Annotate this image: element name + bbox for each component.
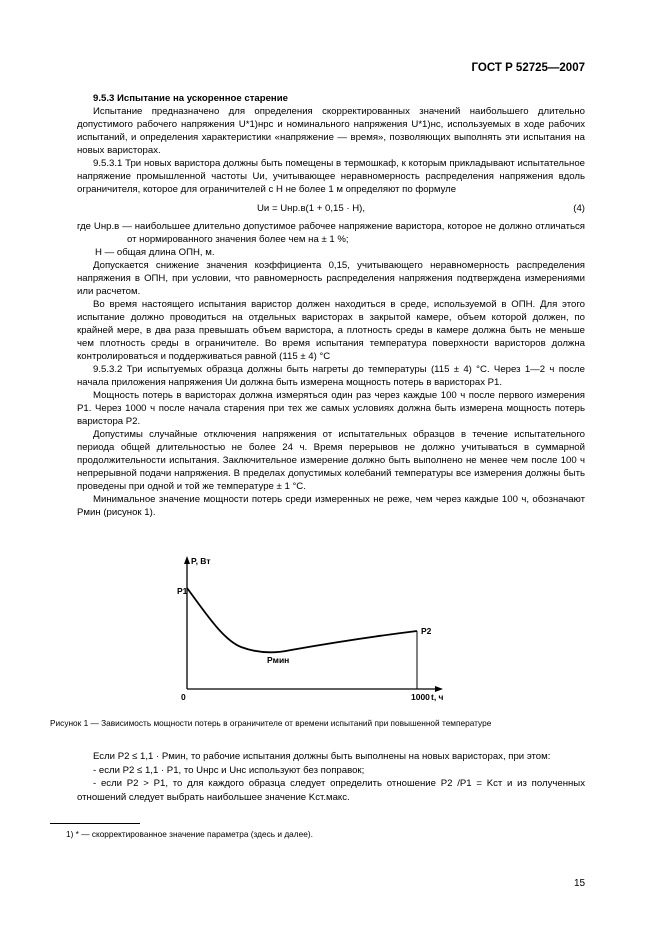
page-number: 15	[574, 878, 586, 889]
paragraph-5: 9.5.3.2 Три испытуемых образца должны быть нагреты до температуры (115 ± 4) °С. Через 1—2 ч после начала приложения напряжения Uи должна быть измерена мощность потерь в варисторах P1.	[77, 364, 585, 388]
formula-number: (4)	[573, 203, 585, 214]
where-clause-2: H — общая длина ОПН, м.	[95, 247, 215, 258]
condition-1: - если P2 ≤ 1,1 · P1, то Uнрс и Uнс используют без поправок;	[93, 764, 365, 776]
paragraph-7: Допустимы случайные отключения напряжения от испытательных образцов в течение испытательного периода общей длительностью не более 24 ч. Время перерывов не должно учитываться в суммарной продолжительности испытания. Заключительное измерение должно быть выполнено не менее чем после 100 ч непрерывной подачи напряжения. В пределах допустимых колебаний температуры все измерения должны быть проведены при одной и той же температуре ± 1 °С.	[77, 429, 585, 492]
main-text	[77, 92, 585, 519]
formula: Uи = Uнр.в(1 + 0,15 · H),	[257, 203, 365, 214]
y-axis-arrow	[184, 556, 190, 564]
paragraph-1: Испытание предназначено для определения скорректированных значений наибольшего длительно допустимого рабочего напряжения U*1)нрс и номинального напряжения U*1)нс, используемых в ходе рабочих испытаний, и определения характеристики «напряжение — время», позволяющих выполнять эти испытания на новых варисторах.	[77, 106, 585, 156]
paragraph-9: Если P2 ≤ 1,1 · Pмин, то рабочие испытания должны быть выполнены на новых варисторах, при этом:	[93, 751, 551, 762]
figure-caption: Рисунок 1 — Зависимость мощности потерь в ограничителе от времени испытаний при повышенной температуре	[50, 718, 492, 728]
p1-label: P1	[177, 586, 188, 596]
document-header: ГОСТ Р 52725—2007	[471, 62, 585, 74]
paragraph-4: Во время настоящего испытания варистор должен находиться в среде, используемой в ОПН. Для этого испытание должно проводиться на отдельных варисторах в закрытой камере, объем которой должен, по крайней мере, в два раза превышать объем варистора, а плотность среды в камере должна быть не меньше чем плотность среды в ограничителе. Во время испытания температура поверхности варисторов должна контролироваться и поддерживаться равной (115 ± 4) °С	[77, 299, 585, 362]
paragraph-3: Допускается снижение значения коэффициента 0,15, учитывающего неравномерность распределения напряжения в ОПН, при условии, что равномерность распределения напряжения подтверждена измерениями или расчетом.	[77, 260, 585, 297]
y-axis-label: P, Вт	[191, 556, 211, 566]
x-tick-1000: 1000	[411, 692, 430, 702]
section-title: 9.5.3 Испытание на ускоренное старение	[93, 93, 288, 104]
footnote-divider	[50, 823, 140, 824]
power-curve	[187, 588, 417, 652]
p2-label: P2	[421, 626, 432, 636]
paragraph-2: 9.5.3.1 Три новых варистора должны быть помещены в термошкаф, к которым прикладывают испытательное напряжение промышленной частоты Uи, учитывающее неравномерность распределения напряжения вдоль ограничителя, которое для ограничителей с H не более 1 м определяют по формуле	[77, 158, 585, 195]
conditions-text	[77, 750, 585, 804]
where-clause-1: где Uнр.в — наибольшее длительно допустимое рабочее напряжение варистора, которое не должно отличаться от нормированного значения более чем на ± 1 %;	[77, 221, 585, 245]
footnote: 1) * — скорректированное значение параметра (здесь и далее).	[66, 829, 313, 839]
origin-label: 0	[181, 692, 186, 702]
x-axis-label: t, ч	[431, 692, 444, 702]
paragraph-8: Минимальное значение мощности потерь среди измеренных не реже, чем через каждые 100 ч, обозначают Pмин (рисунок 1).	[77, 494, 585, 518]
formula-block	[77, 200, 585, 220]
condition-2: - если P2 > P1, то для каждого образца следует определить отношение P2 /P1 = Kст и из полученных отношений следует выбрать наибольшее значение Kст.макс.	[77, 778, 585, 803]
pmin-label: Pмин	[267, 655, 290, 665]
paragraph-6: Мощность потерь в варисторах должна измеряться один раз через каждые 100 ч после первого измерения P1. Через 1000 ч после начала старения при тех же самых условиях должна быть измерена мощность потерь варистора P2.	[77, 390, 585, 427]
figure-1-chart	[175, 552, 445, 712]
